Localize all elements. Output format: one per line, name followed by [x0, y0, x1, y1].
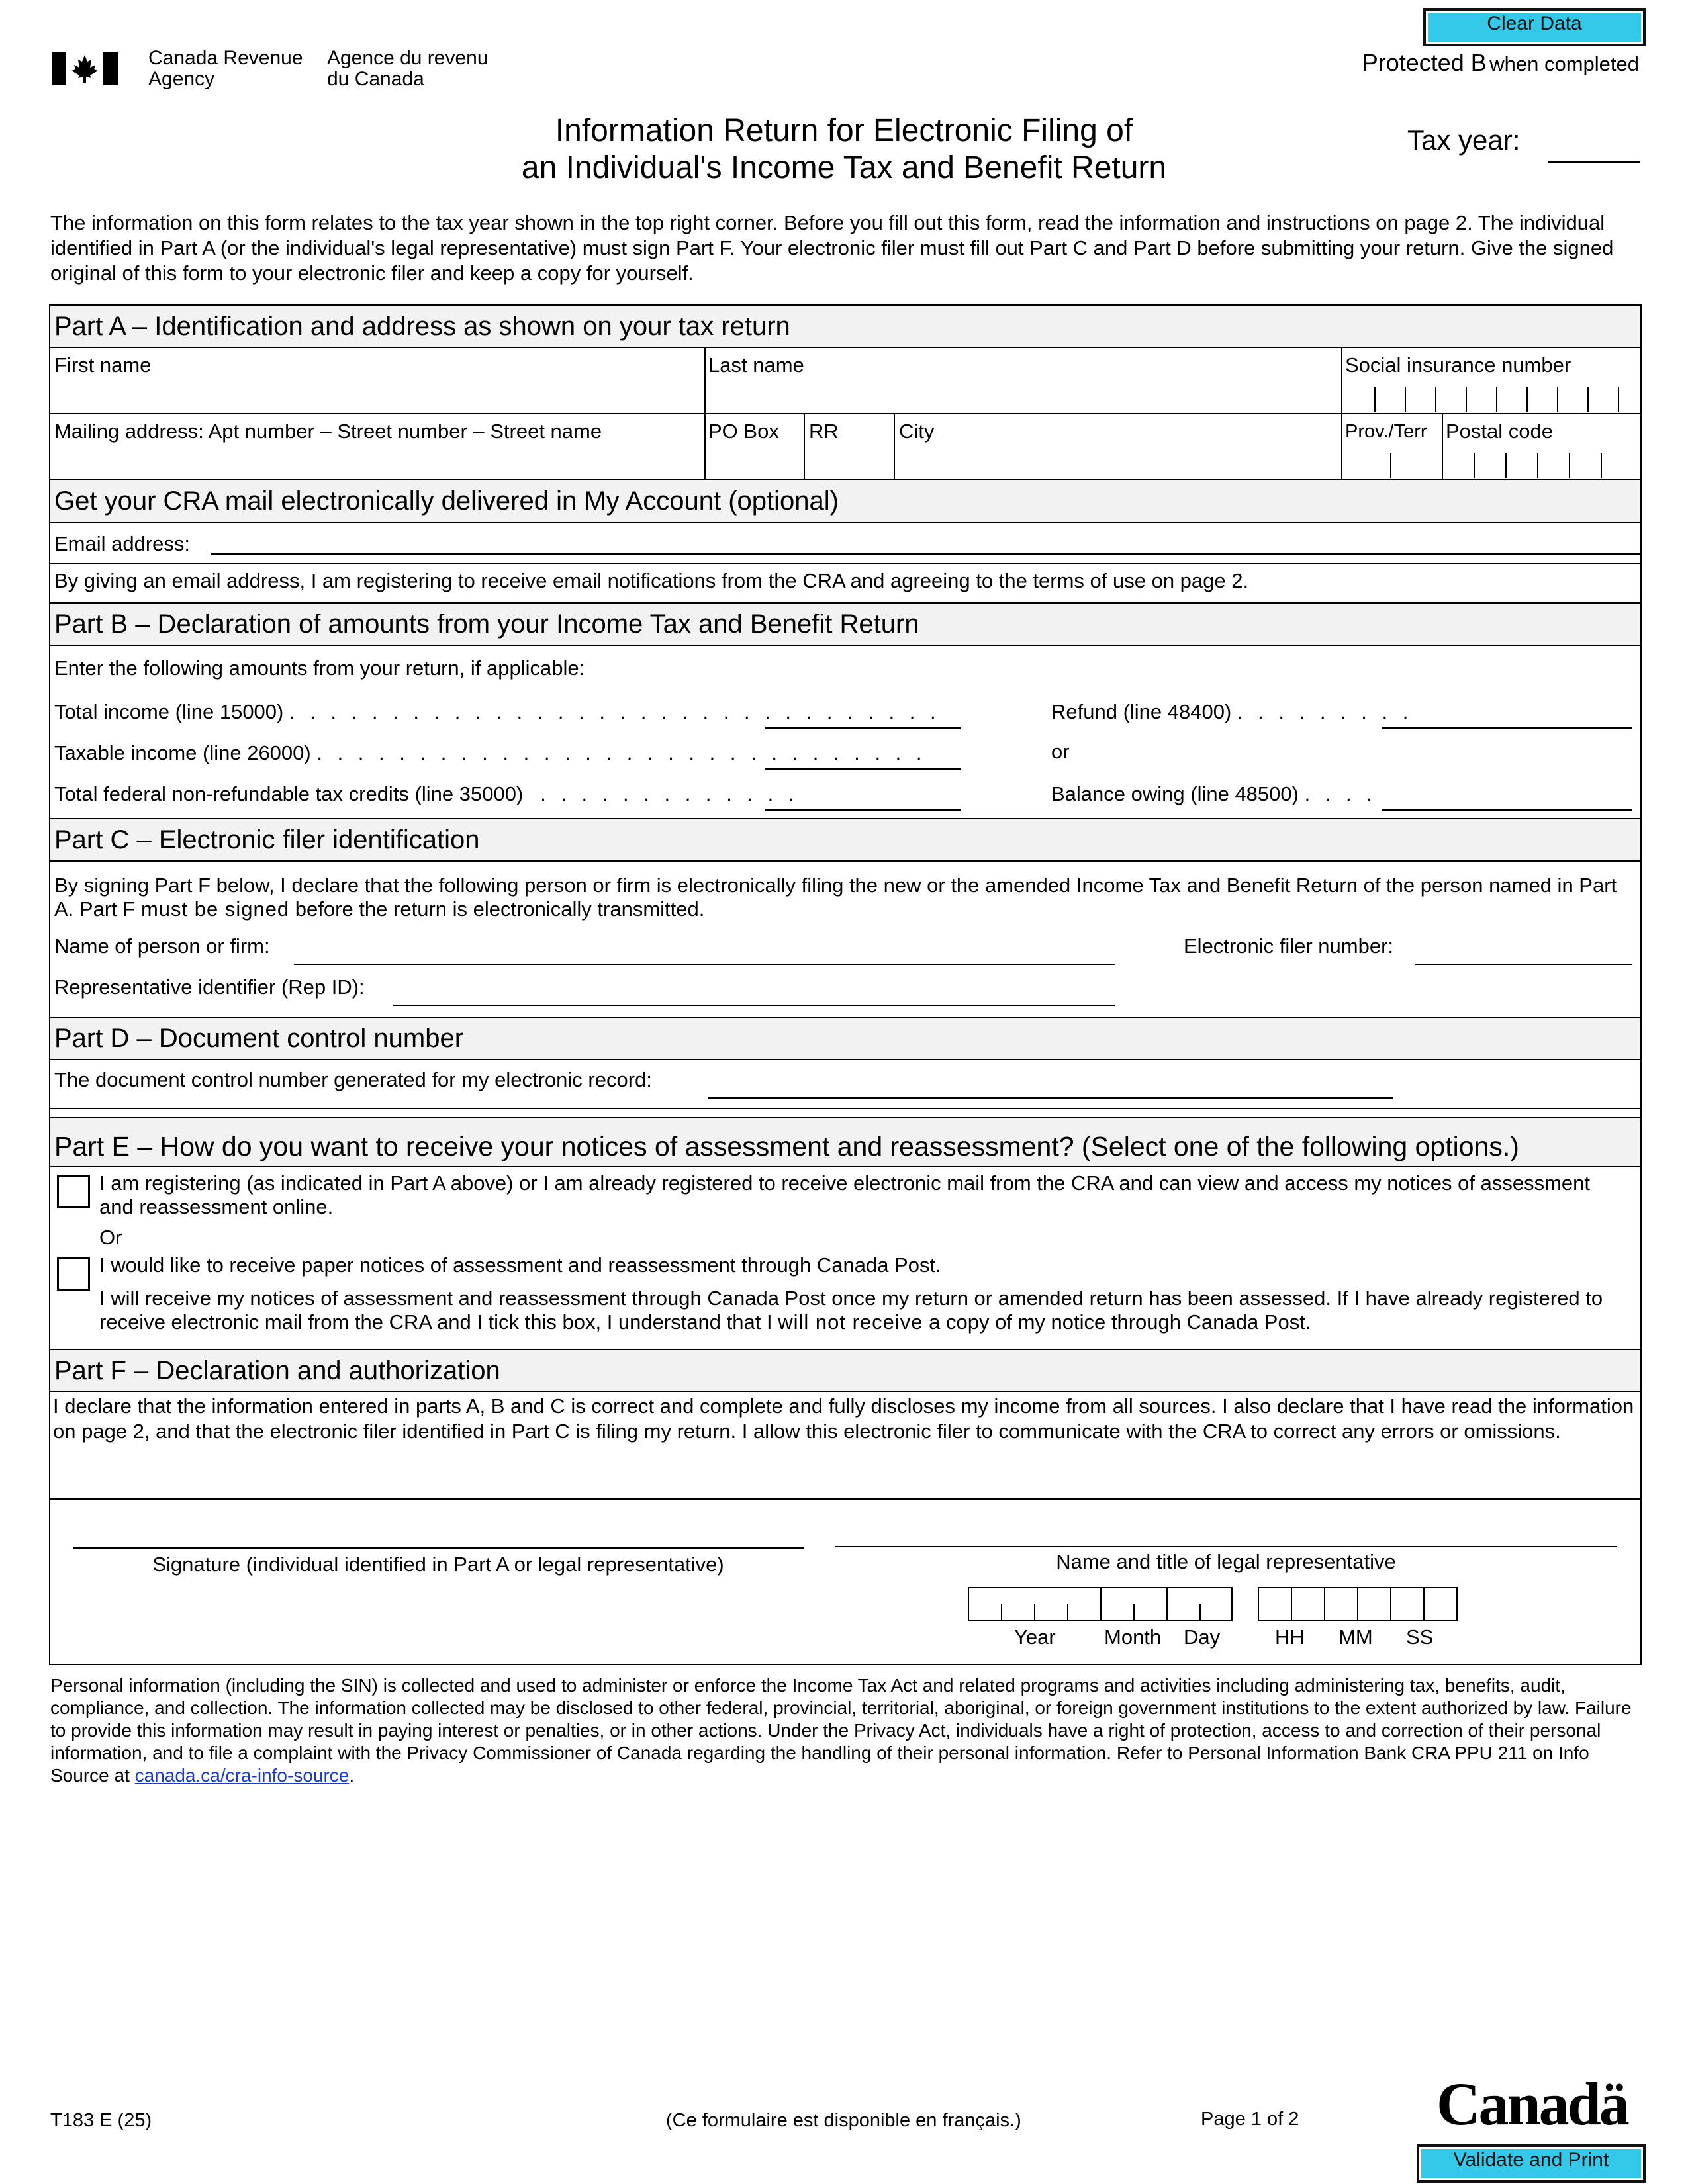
form-id: T183 E (25) [50, 2110, 152, 2131]
day-label: Day [1184, 1625, 1221, 1649]
email-notice: By giving an email address, I am registering to receive email notifications from the CRA and agreeing to the terms of use on page 2. [54, 569, 1249, 592]
part-c-text: By signing Part F below, I declare that the following person or firm is electronically filing the new or the amended Income Tax and Benefit Return of the person named in Part A. Part F must be signed before the return is electronically transmitted. [54, 874, 1617, 921]
part-c-heading: Part C – Electronic filer identification [50, 818, 1640, 862]
sin-input[interactable] [1344, 384, 1639, 412]
part-f-declaration: I declare that the information entered in parts A, B and C is correct and complete and fully discloses my income from all sources. I also declare that I have read the information on page 2, and that the electronic filer identified in Part C is filing my return. I allow this electronic filer to communicate with the CRA to correct any errors or omissions. [53, 1394, 1634, 1443]
refund-input[interactable] [1382, 727, 1632, 729]
agency-en: Canada Revenue Agency [148, 47, 303, 90]
part-e-heading: Part E – How do you want to receive your notices of assessment and reassessment? (Select one of the following options.) [50, 1117, 1640, 1167]
cra-mail-heading: Get your CRA mail electronically delivered in My Account (optional) [50, 479, 1640, 523]
ss-label: SS [1406, 1625, 1434, 1649]
email-input[interactable] [211, 553, 1640, 555]
hh-label: HH [1275, 1625, 1305, 1649]
email-label: Email address: [54, 532, 191, 555]
rep-id-input[interactable] [393, 1005, 1115, 1006]
option-paper-detail: I will receive my notices of assessment and reassessment through Canada Post once my return or amended return has been assessed. If I have already registered to receive electronic mail from the CRA and I tick this box, I understand that I will not receive a copy of my notice through Canada Post. [99, 1287, 1603, 1334]
rep-name-input[interactable] [835, 1546, 1617, 1547]
form-title: Information Return for Electronic Filing of an Individual's Income Tax and Benefit Return [521, 113, 1167, 185]
taxable-income-label: Taxable income (line 26000) . . . . . . . . . . . . . . . . . . . . . . . . . . . . . . [54, 741, 927, 764]
option-electronic-text: I am registering (as indicated in Part A above) or I am already registered to receive electronic mail from the CRA and can view and access my notices of assessment and reassessment online. [99, 1171, 1590, 1218]
balance-owing-label: Balance owing (line 48500) . . . . [1051, 782, 1377, 805]
filer-name-input[interactable] [294, 964, 1115, 965]
option-paper-text: I would like to receive paper notices of assessment and reassessment through Canada Post. [99, 1253, 941, 1277]
total-income-label: Total income (line 15000) . . . . . . . . . . . . . . . . . . . . . . . . . . . . . . . . [54, 700, 941, 723]
privacy-notice: Personal information (including the SIN) is collected and used to administer or enforce the Income Tax Act and related programs and activities including administering tax, benefits, audit, compliance, and collection. The information collected may be disclosed to other federal, provincial, territorial, aboriginal, or foreign government institutions to the extent authorized by law. Failure to provide this information may result in paying interest or penalties, or in other actions. Under the Privacy Act, individuals have a right of protection, access to and correction of their personal information, and to file a complaint with the Privacy Commissioner of Canada regarding the handling of their personal information. Refer to Personal Information Bank CRA PPU 211 on Info Source at canada.ca/cra-info-source. [50, 1675, 1632, 1786]
prov-input[interactable] [1344, 447, 1440, 477]
dcn-label: The document control number generated for my electronic record: [54, 1068, 652, 1091]
first-name-label: First name [54, 353, 152, 377]
total-income-input[interactable] [765, 727, 961, 729]
credits-input[interactable] [765, 809, 961, 811]
rr-input[interactable] [806, 447, 892, 477]
efiler-number-label: Electronic filer number: [1184, 934, 1394, 958]
protected-b-label: Protected B when completed [1362, 49, 1639, 76]
mailing-address-input[interactable] [52, 447, 703, 477]
mm-label: MM [1338, 1625, 1373, 1649]
canada-wordmark: Canadä [1436, 2070, 1628, 2138]
or-separator: Or [99, 1226, 122, 1249]
taxable-income-input[interactable] [765, 768, 961, 770]
mailing-address-label: Mailing address: Apt number – Street number – Street name [54, 420, 602, 443]
canada-flag-icon [52, 52, 118, 85]
tax-year-label: Tax year: [1407, 124, 1521, 156]
paper-notices-checkbox[interactable] [57, 1257, 90, 1291]
month-label: Month [1104, 1625, 1162, 1649]
filer-name-label: Name of person or firm: [54, 934, 270, 958]
french-note: (Ce formulaire est disponible en français.) [666, 2110, 1021, 2131]
po-box-input[interactable] [707, 447, 802, 477]
rep-name-label: Name and title of legal representative [1056, 1550, 1396, 1573]
dcn-input[interactable] [708, 1097, 1393, 1099]
signature-input[interactable] [73, 1547, 804, 1549]
electronic-notices-checkbox[interactable] [57, 1175, 90, 1208]
credits-label: Total federal non-refundable tax credits (line 35000) . . . . . . . . . . . . . [54, 782, 799, 805]
city-label: City [899, 420, 935, 443]
part-b-intro: Enter the following amounts from your return, if applicable: [54, 657, 585, 680]
part-d-heading: Part D – Document control number [50, 1017, 1640, 1060]
part-f-heading: Part F – Declaration and authorization [50, 1349, 1640, 1392]
last-name-label: Last name [708, 353, 804, 377]
last-name-input[interactable] [707, 384, 1340, 412]
efiler-number-input[interactable] [1415, 964, 1632, 965]
signature-label: Signature (individual identified in Part A or legal representative) [152, 1553, 724, 1576]
city-input[interactable] [896, 447, 1340, 477]
part-a-heading: Part A – Identification and address as shown on your tax return [50, 304, 1640, 348]
rep-id-label: Representative identifier (Rep ID): [54, 976, 365, 999]
part-b-heading: Part B – Declaration of amounts from your Income Tax and Benefit Return [50, 602, 1640, 646]
postal-code-label: Postal code [1446, 420, 1553, 443]
or-label: or [1051, 740, 1070, 763]
sin-label: Social insurance number [1345, 353, 1571, 377]
refund-label: Refund (line 48400) . . . . . . . . . [1051, 700, 1413, 723]
validate-print-button[interactable]: Validate and Print [1417, 2144, 1646, 2183]
balance-owing-input[interactable] [1382, 809, 1632, 811]
clear-data-button[interactable]: Clear Data [1423, 8, 1646, 46]
prov-label: Prov./Terr [1345, 421, 1427, 442]
intro-text: The information on this form relates to the tax year shown in the top right corner. Before you fill out this form, read the information and instructions on page 2. The individual identified in Part A (or the individual's legal representative) must sign Part F. Your electronic filer must fill out Part C and Part D before submitting your return. Give the signed original of this form to your electronic filer and keep a copy for yourself. [50, 211, 1614, 285]
info-source-link[interactable]: canada.ca/cra-info-source [134, 1765, 350, 1786]
po-box-label: PO Box [708, 420, 779, 443]
tax-year-input[interactable] [1548, 161, 1640, 163]
first-name-input[interactable] [52, 384, 703, 412]
page-number: Page 1 of 2 [1201, 2109, 1299, 2130]
rr-label: RR [809, 420, 839, 443]
year-label: Year [1014, 1625, 1056, 1649]
agency-fr: Agence du revenu du Canada [327, 47, 489, 90]
